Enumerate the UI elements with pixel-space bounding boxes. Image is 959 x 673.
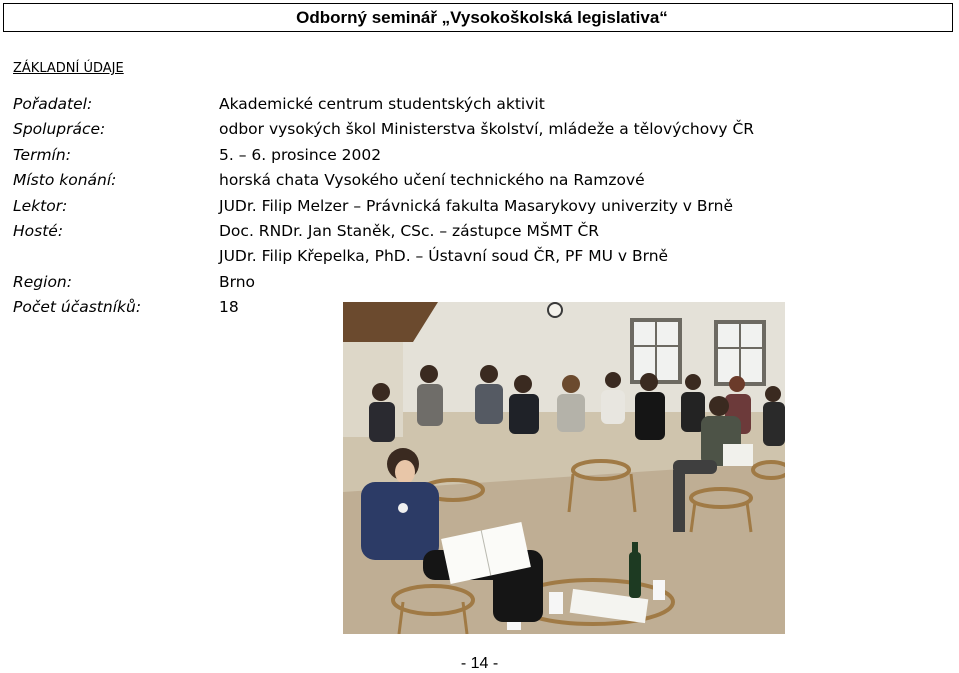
field-label: Pořadatel: xyxy=(13,95,93,113)
page-number: - 14 - xyxy=(460,655,499,672)
field-label: Termín: xyxy=(13,146,71,164)
field-label: Počet účastníků: xyxy=(13,298,142,316)
field-value: Doc. RNDr. Jan Staněk, CSc. – zástupce MŠMT ČR xyxy=(219,222,600,240)
field-value: JUDr. Filip Křepelka, PhD. – Ústavní soud ČR, PF MU v Brně xyxy=(219,247,669,265)
field-value: Brno xyxy=(219,273,256,291)
document-title: Odborný seminář „Vysokoškolská legislativa“ xyxy=(296,7,668,27)
field-value: JUDr. Filip Melzer – Právnická fakulta Masarykovy univerzity v Brně xyxy=(219,197,733,215)
field-value: odbor vysokých škol Ministerstva školství, mládeže a tělovýchovy ČR xyxy=(219,120,755,138)
seminar-photo-illustration xyxy=(343,302,785,634)
field-value: horská chata Vysokého učení technického na Ramzové xyxy=(219,171,645,189)
field-label: Spolupráce: xyxy=(13,120,106,138)
field-value: Akademické centrum studentských aktivit xyxy=(219,95,545,113)
field-label: Hosté: xyxy=(13,222,64,240)
field-label: Region: xyxy=(13,273,72,291)
seminar-participants-photo xyxy=(343,302,785,634)
document-title-box xyxy=(3,3,953,32)
field-value: 18 xyxy=(219,298,239,316)
section-heading: ZÁKLADNÍ ÚDAJE xyxy=(13,61,124,76)
field-value: 5. – 6. prosince 2002 xyxy=(219,146,382,164)
field-label: Místo konání: xyxy=(13,171,117,189)
field-label: Lektor: xyxy=(13,197,68,215)
